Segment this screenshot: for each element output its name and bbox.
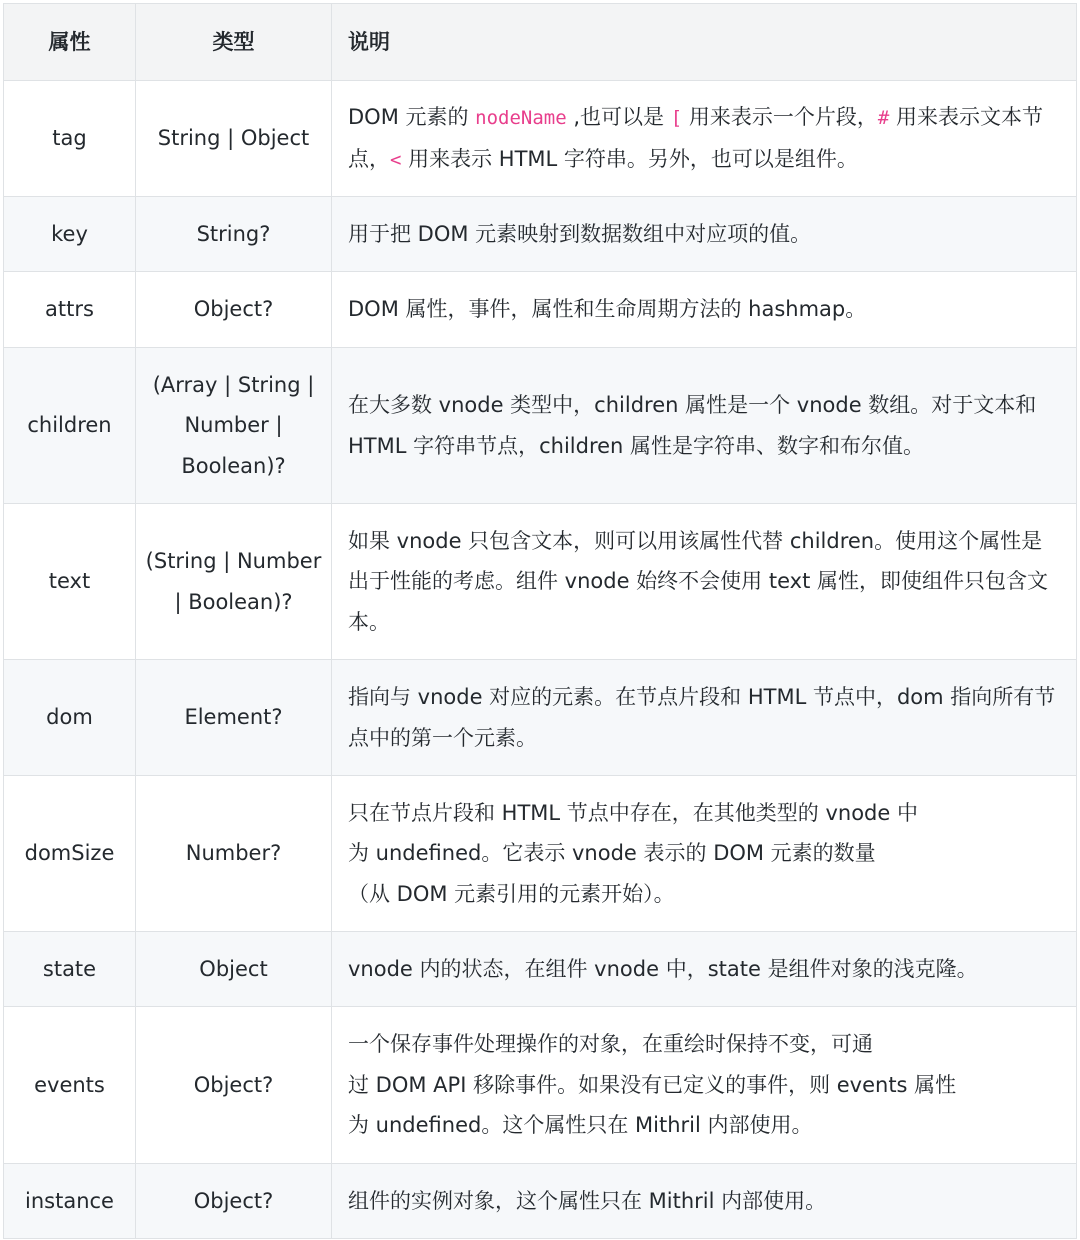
type-cell: (Array | String | Number | Boolean)? <box>136 348 332 504</box>
desc-text: 用来表示文本节点， <box>348 105 1043 171</box>
prop-cell: state <box>4 932 136 1007</box>
inline-code: # <box>877 107 890 129</box>
desc-line: 为 undefined。这个属性只在 Mithril 内部使用。 <box>348 1113 813 1138</box>
desc-cell: 在大多数 vnode 类型中，children 属性是一个 vnode 数组。对于文本和 HTML 字符串节点，children 属性是字符串、数字和布尔值。 <box>332 348 1077 504</box>
type-cell: Number? <box>136 776 332 932</box>
desc-cell: vnode 内的状态，在组件 vnode 中，state 是组件对象的浅克隆。 <box>332 932 1077 1007</box>
prop-cell: instance <box>4 1164 136 1239</box>
prop-cell: tag <box>4 81 136 197</box>
prop-cell: domSize <box>4 776 136 932</box>
vnode-properties-table <box>3 3 1077 1239</box>
desc-cell: DOM 属性，事件，属性和生命周期方法的 hashmap。 <box>332 272 1077 348</box>
table-row <box>4 272 1077 348</box>
inline-code: [ <box>670 107 683 129</box>
prop-cell: key <box>4 197 136 272</box>
desc-cell <box>332 81 1077 197</box>
type-cell: Element? <box>136 660 332 776</box>
table-row <box>4 932 1077 1007</box>
type-cell: (String | Number | Boolean)? <box>136 504 332 660</box>
type-cell: String? <box>136 197 332 272</box>
table-row <box>4 81 1077 197</box>
type-cell: Object <box>136 932 332 1007</box>
desc-text: DOM 元素的 <box>348 105 476 129</box>
desc-cell <box>332 776 1077 932</box>
table-row <box>4 1007 1077 1164</box>
table-row <box>4 660 1077 776</box>
header-type: 类型 <box>136 4 332 81</box>
prop-cell: attrs <box>4 272 136 348</box>
header-desc: 说明 <box>332 4 1077 81</box>
desc-text: 用来表示 HTML 字符串。另外，也可以是组件。 <box>401 146 858 171</box>
desc-text: ,也可以是 <box>566 105 671 129</box>
inline-code: < <box>390 148 402 171</box>
table-row <box>4 197 1077 272</box>
type-cell: String | Object <box>136 81 332 197</box>
desc-cell: 指向与 vnode 对应的元素。在节点片段和 HTML 节点中，dom 指向所有节点中的第一个元素。 <box>332 660 1077 776</box>
desc-cell: 如果 vnode 只包含文本，则可以用该属性代替 children。使用这个属性是出于性能的考虑。组件 vnode 始终不会使用 text 属性，即使组件只包含文本。 <box>332 504 1077 660</box>
type-cell: Object? <box>136 1164 332 1239</box>
table-header-row <box>4 4 1077 81</box>
desc-cell <box>332 1007 1077 1164</box>
inline-code: nodeName <box>475 107 567 129</box>
header-prop: 属性 <box>4 4 136 81</box>
type-cell: Object? <box>136 272 332 348</box>
prop-cell: text <box>4 504 136 660</box>
table-row <box>4 776 1077 932</box>
desc-line: （从 DOM 元素引用的元素开始）。 <box>348 881 675 906</box>
desc-line: 为 undefined。它表示 vnode 表示的 DOM 元素的数量 <box>348 841 876 866</box>
desc-cell: 组件的实例对象，这个属性只在 Mithril 内部使用。 <box>332 1164 1077 1239</box>
prop-cell: dom <box>4 660 136 776</box>
desc-line: 一个保存事件处理操作的对象，在重绘时保持不变，可通 <box>348 1032 873 1057</box>
desc-cell: 用于把 DOM 元素映射到数据数组中对应项的值。 <box>332 197 1077 272</box>
vnode-properties-table-container <box>3 3 1076 1239</box>
type-cell: Object? <box>136 1007 332 1164</box>
table-row <box>4 1164 1077 1239</box>
prop-cell: children <box>4 348 136 504</box>
table-row <box>4 504 1077 660</box>
prop-cell: events <box>4 1007 136 1164</box>
desc-line: 过 DOM API 移除事件。如果没有已定义的事件，则 events 属性 <box>348 1072 957 1097</box>
table-row <box>4 348 1077 504</box>
desc-text: 用来表示一个片段， <box>682 105 878 129</box>
desc-line: 只在节点片段和 HTML 节点中存在，在其他类型的 vnode 中 <box>348 800 918 825</box>
